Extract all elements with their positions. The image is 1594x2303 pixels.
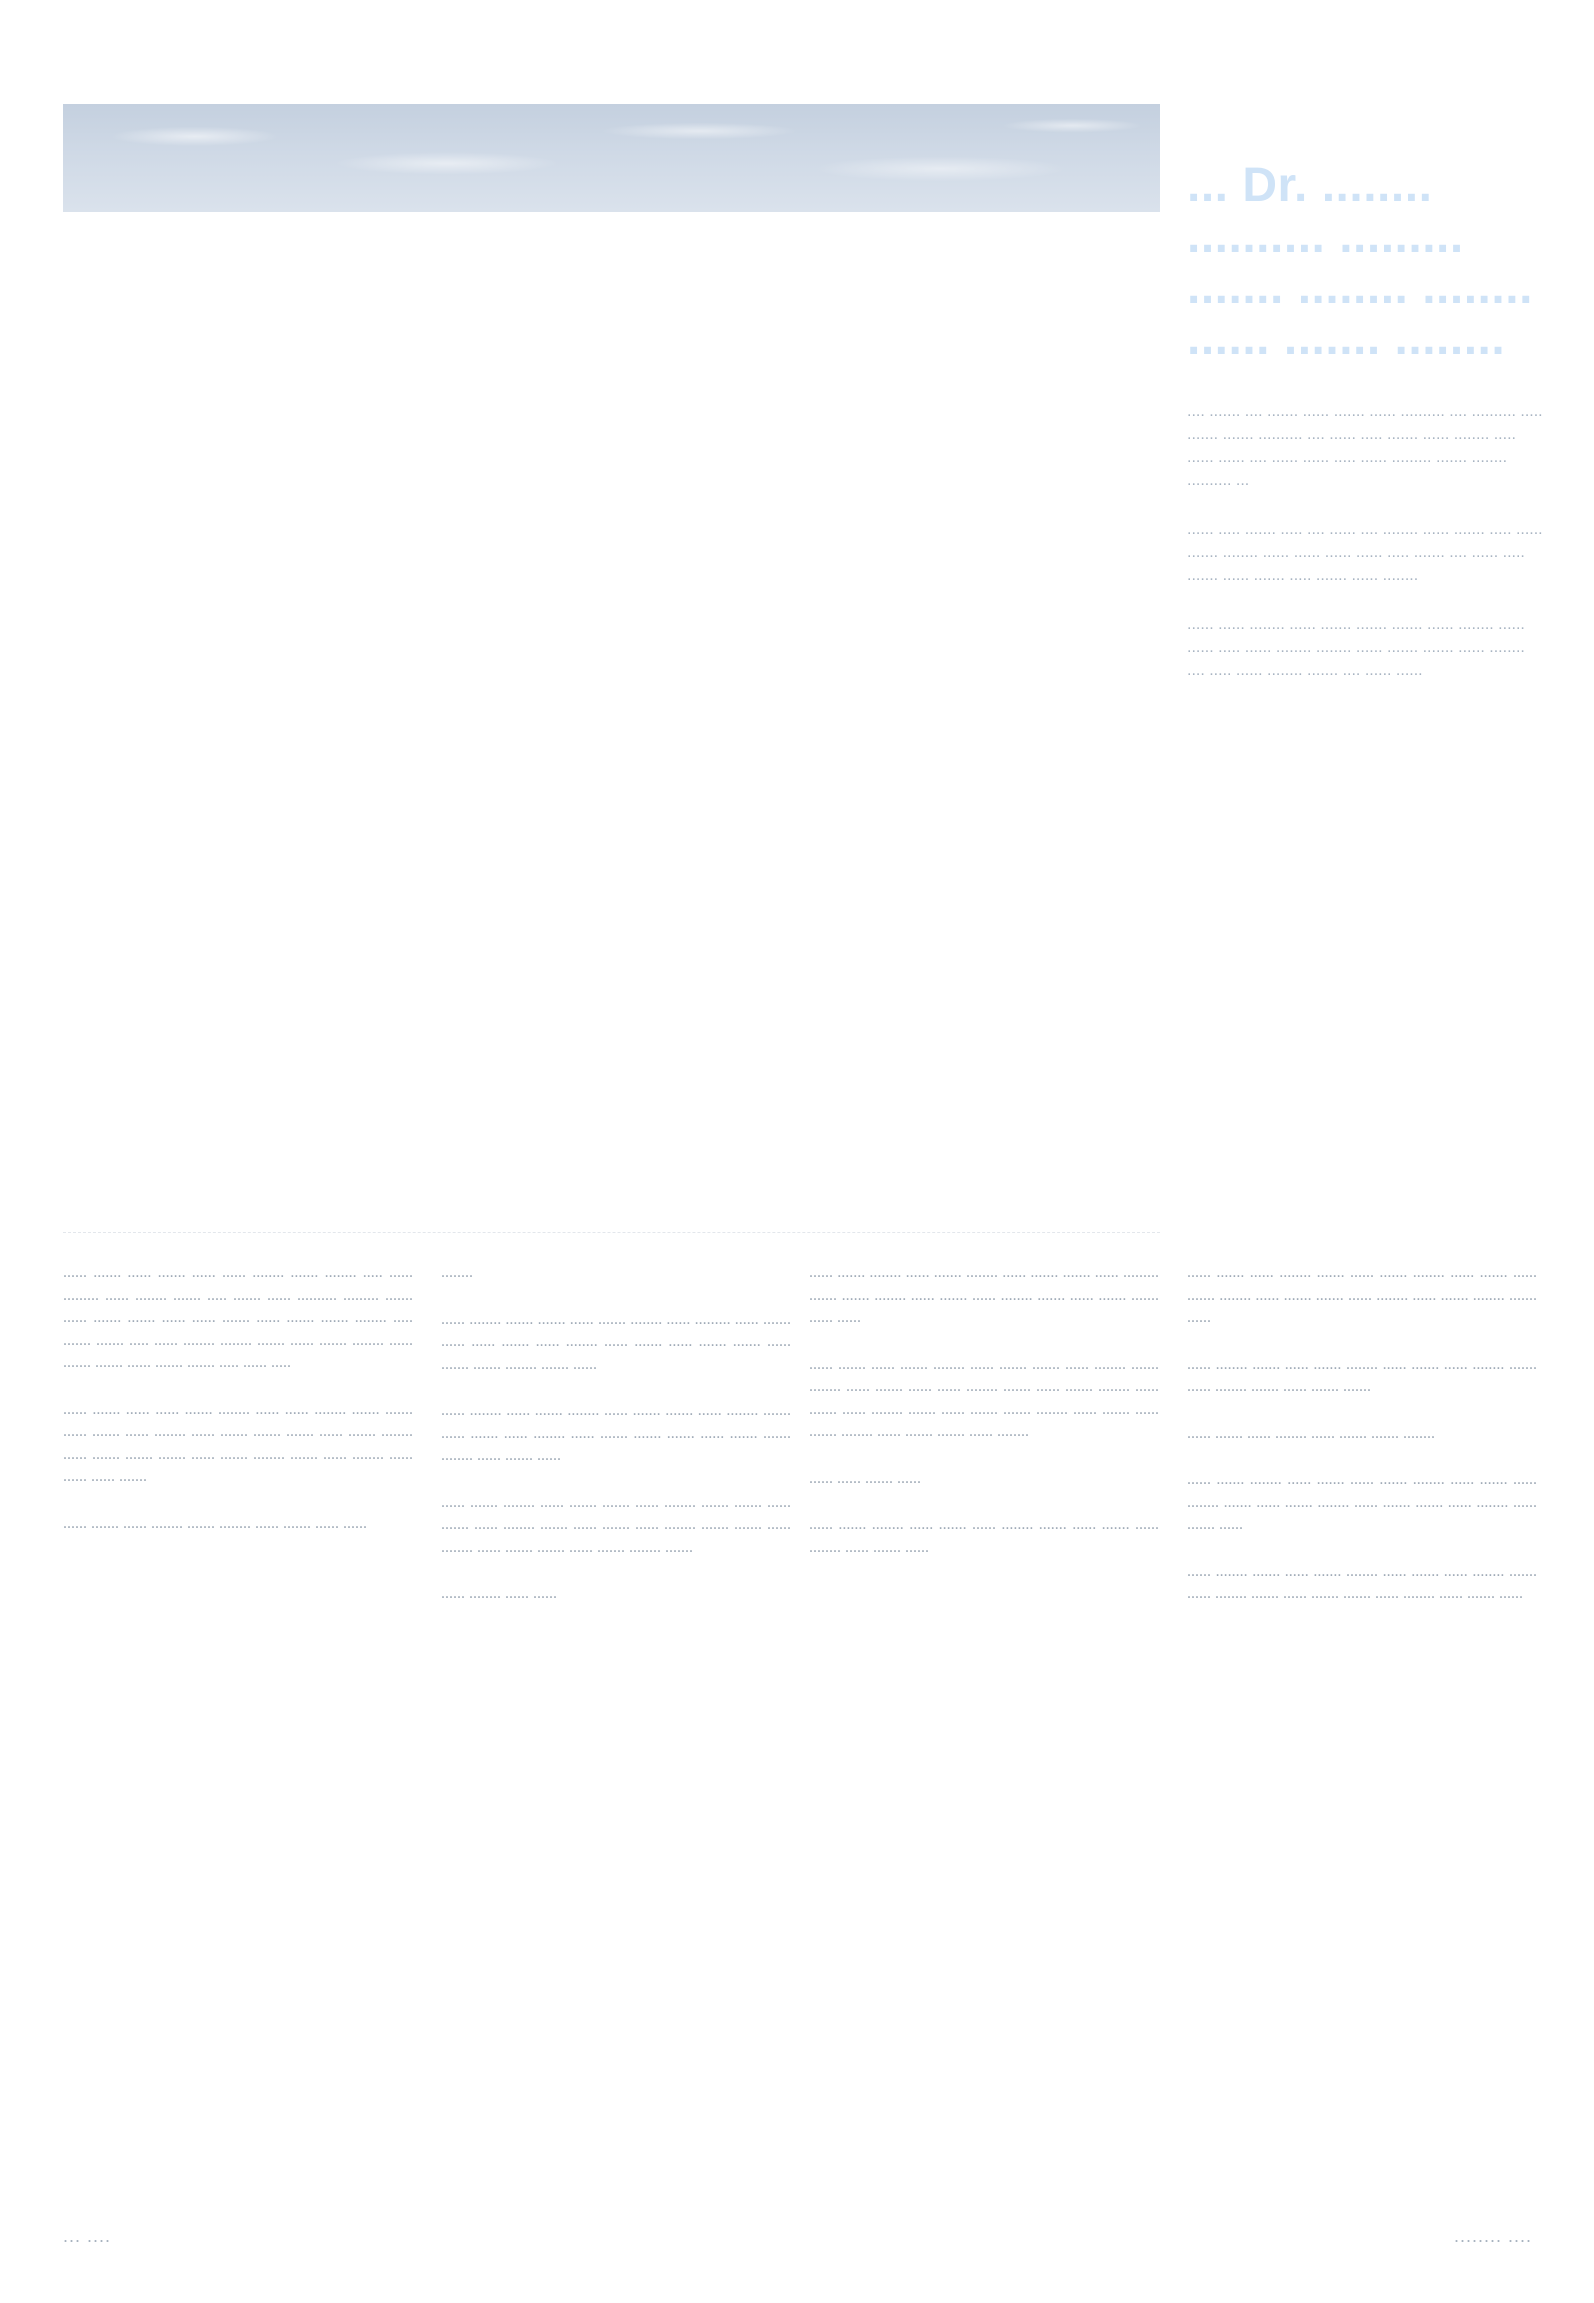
page-footer-right: ........ .... [1453,2226,1532,2246]
body-paragraph: ...... ....... ...... ........ ...... ....... ....... ........ [1187,1424,1435,1442]
body-paragraph: ...... ........ ....... ...... ....... ........ ...... ....... ...... ........ ....... ...... ........ ....... ...... ....... ....... ...... ........ ...... ....... ...... [1187,1562,1537,1602]
body-paragraph: ........ [441,1264,473,1281]
sidebar-paragraph: ...... ...... ........ ...... ....... ....... ....... ...... ........ ...... ...... ..... ...... ........ ........ ...... ....... ....... ...... ........ .... ..... ...... ........ ....... .... ...... ...... [1187,616,1525,679]
body-column-2 [441,1262,791,1630]
body-paragraph: ...... ........ ...... ....... ........ ...... ....... ....... ...... ........ ....... ...... ....... ...... ........ ...... ....... ....... ....... ...... ....... ....... ........ ...... ....... ...... [441,1402,791,1464]
body-column-4 [1187,1262,1537,1630]
body-paragraph: ...... ....... ...... ...... ....... ........ ...... ...... ........ ....... ....... ...... ....... ...... ........ ...... ....... ....... ....... ...... ....... ........ ...... ....... ....... ....... ...... ....... ........ ....... ...... ........ ...... ...... ...... ....... [63,1400,413,1485]
body-paragraph: ...... ........ ....... ....... ...... ....... ........ ...... ......... ...... ....... ...... ...... ....... ...... ........ ...... ....... ...... ....... ....... ...... ....... ....... ........ ....... ...... [441,1310,791,1373]
sidebar-paragraph: ...... ..... ....... ..... .... ...... .... ........ ...... ....... ..... ...... ....... ........ ...... ...... ...... ...... ..... ....... .... ...... ..... ....... ...... ....... ..... ....... ...... ........ [1187,521,1543,584]
sky-banner-image [63,104,1160,212]
body-columns [63,1262,1537,2187]
article-headline: ... Dr. ........ .......... ......... ....... ........ ........ ...... ....... ........ [1187,159,1533,365]
body-column-1 [63,1262,413,1559]
body-paragraph: ...... ....... ........ ...... ....... ........ ...... ....... ....... ...... ......... ....... ....... ........ ...... ....... ...... ........ ....... ...... ....... ....... ...... ...... [809,1264,1159,1326]
body-paragraph: ...... ....... ...... ....... ...... ...... ........ ....... ........ ..... ...... ......... ...... ........ ....... ..... ....... ...... .......... ......... ....... ...... ....... ....... ...... ...... ....... ...... ....... ....... ........ ..... ....... ....... ..... ...... ........ ........ ....... ...... ....... ........ ...... ....... ....... ...... ....... ....... ..... ...... ..... [63,1264,413,1371]
body-paragraph: ...... ....... ...... ........ ....... ...... ....... ........ ...... ....... ...... ....... ........ ...... ....... ....... ...... ........ ...... ....... ........ ....... ...... [1187,1264,1537,1326]
sidebar-paragraph: .... ....... .... ....... ...... ....... ...... .......... .... .......... ..... ....... ....... .......... .... ...... ..... ....... ...... ........ ..... ...... ...... .... ...... ...... ..... ...... ......... ....... ........ .......... ... [1187,403,1543,489]
body-paragraph: ...... ....... ...... ....... ........ ...... ....... ....... ...... ........ ....... ........ ...... ....... ...... ...... ........ ....... ...... ....... ........ ...... ....... ...... ........ ....... ...... ....... ....... ........ ...... ....... ...... ....... ........ ...... ....... ....... ...... ........ [809,1355,1159,1440]
body-column-3 [809,1262,1159,1583]
body-paragraph: ...... ....... ........ ...... ....... ...... ....... ........ ...... ....... ...... ........ ....... ...... ....... ........ ...... ....... ....... ...... ........ ...... ....... ...... [1187,1471,1537,1533]
body-paragraph: ...... ....... ........ ...... ....... ...... ........ ....... ...... ....... ...... ........ ...... ....... ...... [809,1516,1159,1556]
page-footer-left: ... .... [63,2226,112,2246]
article-sidebar [1187,160,1547,708]
section-divider [63,1232,1160,1233]
body-paragraph: ...... ........ ....... ...... ....... ........ ...... ....... ...... ........ ....... ...... ........ ....... ...... ....... ....... [1187,1355,1537,1395]
body-paragraph: ...... ........ ...... ...... [441,1585,557,1602]
body-paragraph: ...... ....... ........ ...... ....... ....... ...... ........ ....... ....... ...... ....... ...... ........ ....... ...... ....... ...... ........ ....... ....... ...... ........ ...... ....... ....... ...... ....... ........ ....... [441,1493,791,1556]
body-paragraph: ...... ...... ....... ...... [809,1469,921,1487]
body-paragraph: ...... ....... ...... ........ ....... ........ ...... ....... ...... ...... [63,1514,367,1532]
sidebar-body [1187,400,1547,682]
